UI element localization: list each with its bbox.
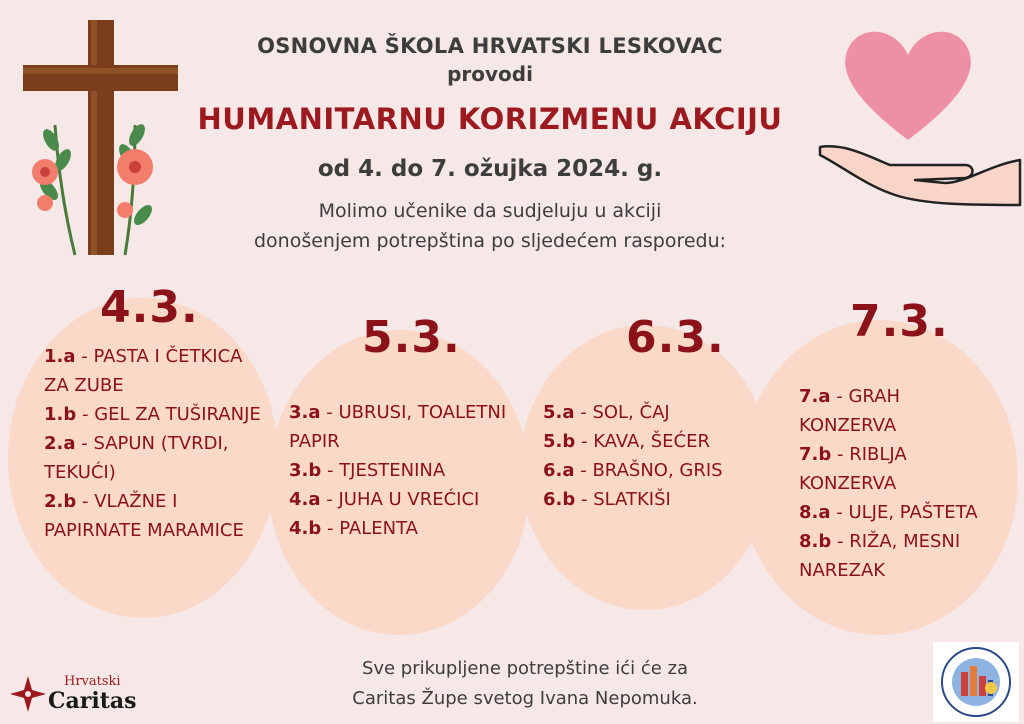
list-item: 3.a - UBRUSI, TOALETNI PAPIR bbox=[289, 402, 507, 452]
list-item: 5.a - SOL, ČAJ bbox=[543, 402, 670, 423]
footer-line-2: Caritas Župe svetog Ivana Nepomuka. bbox=[352, 688, 698, 709]
day-2-date: 5.3. bbox=[362, 312, 461, 363]
day-4-list bbox=[799, 382, 999, 585]
day-3-date: 6.3. bbox=[626, 312, 725, 363]
intro-line-2: donošenjem potrepština po sljedećem rasporedu: bbox=[253, 230, 727, 252]
list-item: 8.a - ULJE, PAŠTETA bbox=[799, 502, 978, 523]
intro-line-1: Molimo učenike da sudjeluju u akciji bbox=[318, 200, 662, 222]
day-4-date: 7.3. bbox=[850, 296, 949, 347]
caritas-logo-small-text: Hrvatski bbox=[64, 674, 121, 689]
list-item: 7.b - RIBLJA KONZERVA bbox=[799, 444, 907, 494]
date-range: od 4. do 7. ožujka 2024. g. bbox=[317, 156, 663, 182]
list-item: 4.a - JUHA U VREĆICI bbox=[289, 489, 480, 510]
list-item: 2.b - VLAŽNE I PAPIRNATE MARAMICE bbox=[44, 491, 244, 541]
day-1-list bbox=[44, 342, 272, 545]
list-item: 1.a - PASTA I ČETKICA ZA ZUBE bbox=[44, 346, 243, 396]
list-item: 7.a - GRAH KONZERVA bbox=[799, 386, 901, 436]
list-item: 4.b - PALENTA bbox=[289, 518, 418, 539]
day-2-list bbox=[289, 398, 524, 543]
school-name: OSNOVNA ŠKOLA HRVATSKI LESKOVAC bbox=[257, 34, 723, 58]
list-item: 3.b - TJESTENINA bbox=[289, 460, 446, 481]
heart-hand-icon bbox=[815, 15, 1024, 210]
day-3-list bbox=[543, 398, 765, 514]
list-item: 6.a - BRAŠNO, GRIS bbox=[543, 460, 723, 481]
page-title: HUMANITARNU KORIZMENU AKCIJU bbox=[197, 102, 783, 136]
school-seal-icon bbox=[933, 642, 1019, 722]
caritas-logo-icon bbox=[8, 674, 48, 714]
list-item: 5.b - KAVA, ŠEĆER bbox=[543, 431, 711, 452]
verb-text: provodi bbox=[447, 62, 533, 86]
list-item: 1.b - GEL ZA TUŠIRANJE bbox=[44, 404, 261, 425]
list-item: 2.a - SAPUN (TVRDI, TEKUĆI) bbox=[44, 433, 229, 483]
day-1-date: 4.3. bbox=[100, 282, 199, 333]
footer-line-1: Sve prikupljene potrepštine ići će za bbox=[361, 658, 689, 679]
cross-icon bbox=[15, 15, 185, 260]
list-item: 8.b - RIŽA, MESNI NAREZAK bbox=[799, 531, 961, 581]
list-item: 6.b - SLATKIŠI bbox=[543, 489, 671, 510]
caritas-logo-text: Caritas bbox=[48, 688, 137, 714]
